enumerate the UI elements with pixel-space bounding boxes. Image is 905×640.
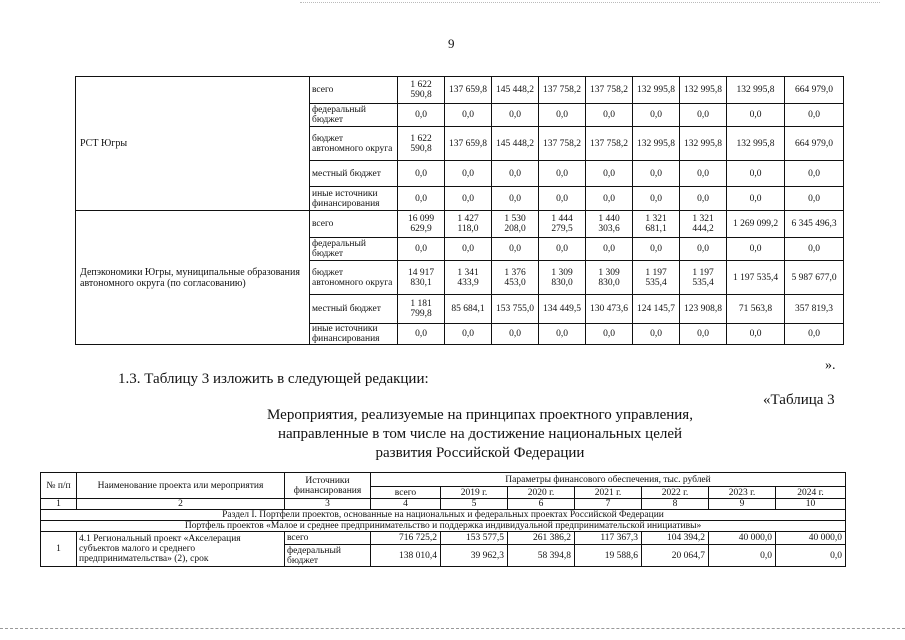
value-cell: 0,0 bbox=[492, 187, 539, 211]
value-cell: 20 064,7 bbox=[642, 545, 709, 567]
value-cell: 0,0 bbox=[727, 238, 785, 261]
index-cell: 9 bbox=[709, 499, 776, 510]
index-cell: 1 bbox=[41, 499, 77, 510]
value-cell: 1 321 681,1 bbox=[633, 211, 680, 238]
source-cell: всего bbox=[285, 532, 371, 545]
amendment-intro: 1.3. Таблицу 3 изложить в следующей редакции: bbox=[118, 371, 429, 387]
value-cell: 0,0 bbox=[445, 161, 492, 187]
value-cell: 0,0 bbox=[492, 161, 539, 187]
source-cell: всего bbox=[310, 77, 398, 104]
value-cell: 0,0 bbox=[727, 161, 785, 187]
source-cell: федеральный бюджет bbox=[310, 238, 398, 261]
continuation-table bbox=[75, 76, 844, 345]
header-year: 2021 г. bbox=[575, 487, 642, 499]
index-cell: 5 bbox=[441, 499, 508, 510]
value-cell: 0,0 bbox=[539, 324, 586, 345]
scan-bottom-edge bbox=[0, 628, 905, 629]
value-cell: 664 979,0 bbox=[785, 77, 844, 104]
value-cell: 117 367,3 bbox=[575, 532, 642, 545]
index-cell: 2 bbox=[77, 499, 285, 510]
value-cell: 40 000,0 bbox=[709, 532, 776, 545]
value-cell: 0,0 bbox=[586, 238, 633, 261]
source-cell: иные источники финансирования bbox=[310, 187, 398, 211]
header-name: Наименование проекта или мероприятия bbox=[77, 473, 285, 499]
value-cell: 6 345 496,3 bbox=[785, 211, 844, 238]
index-cell: 6 bbox=[508, 499, 575, 510]
section-title: Раздел I. Портфели проектов, основанные на национальных и федеральных проектах Российской Федерации bbox=[41, 510, 846, 521]
project-num: 1 bbox=[41, 532, 77, 567]
portfolio-title: Портфель проектов «Малое и среднее предпринимательство и поддержка индивидуальной предпринимательской инициативы» bbox=[41, 521, 846, 532]
responsible-executor: Депэкономики Югры, муниципальные образования автономного округа (по согласованию) bbox=[76, 211, 310, 345]
value-cell: 0,0 bbox=[445, 238, 492, 261]
value-cell: 1 321 444,2 bbox=[680, 211, 727, 238]
title-line: направленные в том числе на достижение национальных целей bbox=[277, 426, 683, 442]
source-cell: местный бюджет bbox=[310, 161, 398, 187]
value-cell: 0,0 bbox=[398, 161, 445, 187]
index-cell: 7 bbox=[575, 499, 642, 510]
index-cell: 10 bbox=[776, 499, 846, 510]
value-cell: 153 755,0 bbox=[492, 295, 539, 324]
value-cell: 0,0 bbox=[785, 104, 844, 127]
value-cell: 134 449,5 bbox=[539, 295, 586, 324]
value-cell: 1 309 830,0 bbox=[586, 261, 633, 295]
value-cell: 0,0 bbox=[398, 187, 445, 211]
value-cell: 1 269 099,2 bbox=[727, 211, 785, 238]
value-cell: 0,0 bbox=[727, 104, 785, 127]
value-cell: 0,0 bbox=[633, 187, 680, 211]
value-cell: 0,0 bbox=[398, 324, 445, 345]
value-cell: 138 010,4 bbox=[371, 545, 441, 567]
value-cell: 1 341 433,9 bbox=[445, 261, 492, 295]
value-cell: 16 099 629,9 bbox=[398, 211, 445, 238]
value-cell: 137 659,8 bbox=[445, 127, 492, 161]
source-cell: бюджет автономного округа bbox=[310, 127, 398, 161]
value-cell: 0,0 bbox=[785, 238, 844, 261]
value-cell: 132 995,8 bbox=[633, 77, 680, 104]
page-number: 9 bbox=[448, 36, 455, 51]
value-cell: 0,0 bbox=[633, 238, 680, 261]
value-cell: 0,0 bbox=[776, 545, 846, 567]
value-cell: 0,0 bbox=[785, 324, 844, 345]
value-cell: 145 448,2 bbox=[492, 77, 539, 104]
title-line: Мероприятия, реализуемые на принципах проектного управления, bbox=[267, 407, 693, 423]
value-cell: 1 622 590,8 bbox=[398, 127, 445, 161]
table-title bbox=[240, 406, 720, 463]
index-cell: 4 bbox=[371, 499, 441, 510]
table-row bbox=[76, 211, 844, 238]
header-sources: Источники финансирования bbox=[285, 473, 371, 499]
responsible-executor: РСТ Югры bbox=[76, 77, 310, 211]
value-cell: 0,0 bbox=[398, 238, 445, 261]
value-cell: 0,0 bbox=[445, 324, 492, 345]
value-cell: 14 917 830,1 bbox=[398, 261, 445, 295]
value-cell: 1 197 535,4 bbox=[633, 261, 680, 295]
value-cell: 0,0 bbox=[492, 324, 539, 345]
value-cell: 1 530 208,0 bbox=[492, 211, 539, 238]
header-year: 2024 г. bbox=[776, 487, 846, 499]
value-cell: 132 995,8 bbox=[727, 77, 785, 104]
value-cell: 0,0 bbox=[709, 545, 776, 567]
value-cell: 0,0 bbox=[586, 161, 633, 187]
value-cell: 1 197 535,4 bbox=[680, 261, 727, 295]
value-cell: 145 448,2 bbox=[492, 127, 539, 161]
table-reference: «Таблица 3 bbox=[763, 392, 835, 408]
closing-quote: ». bbox=[825, 358, 836, 373]
table-row bbox=[76, 77, 844, 104]
header-year: всего bbox=[371, 487, 441, 499]
value-cell: 0,0 bbox=[633, 161, 680, 187]
header-year: 2022 г. bbox=[642, 487, 709, 499]
value-cell: 0,0 bbox=[680, 238, 727, 261]
value-cell: 85 684,1 bbox=[445, 295, 492, 324]
value-cell: 0,0 bbox=[445, 187, 492, 211]
value-cell: 0,0 bbox=[727, 187, 785, 211]
value-cell: 5 987 677,0 bbox=[785, 261, 844, 295]
source-cell: федеральный бюджет bbox=[285, 545, 371, 567]
value-cell: 0,0 bbox=[586, 187, 633, 211]
value-cell: 0,0 bbox=[539, 238, 586, 261]
value-cell: 123 908,8 bbox=[680, 295, 727, 324]
header-year: 2019 г. bbox=[441, 487, 508, 499]
value-cell: 0,0 bbox=[539, 104, 586, 127]
value-cell: 0,0 bbox=[445, 104, 492, 127]
value-cell: 0,0 bbox=[785, 187, 844, 211]
index-cell: 8 bbox=[642, 499, 709, 510]
value-cell: 0,0 bbox=[785, 161, 844, 187]
value-cell: 1 444 279,5 bbox=[539, 211, 586, 238]
value-cell: 137 659,8 bbox=[445, 77, 492, 104]
source-cell: бюджет автономного округа bbox=[310, 261, 398, 295]
table-3 bbox=[40, 472, 846, 567]
value-cell: 0,0 bbox=[633, 104, 680, 127]
value-cell: 58 394,8 bbox=[508, 545, 575, 567]
value-cell: 261 386,2 bbox=[508, 532, 575, 545]
value-cell: 137 758,2 bbox=[539, 77, 586, 104]
value-cell: 716 725,2 bbox=[371, 532, 441, 545]
value-cell: 1 197 535,4 bbox=[727, 261, 785, 295]
value-cell: 357 819,3 bbox=[785, 295, 844, 324]
scan-top-edge bbox=[300, 2, 880, 3]
value-cell: 0,0 bbox=[680, 187, 727, 211]
value-cell: 1 622 590,8 bbox=[398, 77, 445, 104]
value-cell: 137 758,2 bbox=[586, 77, 633, 104]
value-cell: 137 758,2 bbox=[586, 127, 633, 161]
value-cell: 0,0 bbox=[586, 324, 633, 345]
value-cell: 0,0 bbox=[680, 104, 727, 127]
value-cell: 0,0 bbox=[727, 324, 785, 345]
project-name: 4.1 Региональный проект «Акселерация субъектов малого и среднего предпринимательства» (2), срок bbox=[77, 532, 285, 567]
title-line: развития Российской Федерации bbox=[375, 445, 585, 461]
value-cell: 1 309 830,0 bbox=[539, 261, 586, 295]
header-year: 2020 г. bbox=[508, 487, 575, 499]
value-cell: 0,0 bbox=[586, 104, 633, 127]
value-cell: 1 181 799,8 bbox=[398, 295, 445, 324]
value-cell: 104 394,2 bbox=[642, 532, 709, 545]
source-cell: местный бюджет bbox=[310, 295, 398, 324]
header-num: № п/п bbox=[41, 473, 77, 499]
value-cell: 0,0 bbox=[492, 104, 539, 127]
value-cell: 664 979,0 bbox=[785, 127, 844, 161]
value-cell: 124 145,7 bbox=[633, 295, 680, 324]
value-cell: 137 758,2 bbox=[539, 127, 586, 161]
value-cell: 132 995,8 bbox=[680, 127, 727, 161]
index-cell: 3 bbox=[285, 499, 371, 510]
value-cell: 1 376 453,0 bbox=[492, 261, 539, 295]
source-cell: всего bbox=[310, 211, 398, 238]
value-cell: 153 577,5 bbox=[441, 532, 508, 545]
value-cell: 0,0 bbox=[539, 161, 586, 187]
source-cell: федеральный бюджет bbox=[310, 104, 398, 127]
header-params: Параметры финансового обеспечения, тыс. рублей bbox=[371, 473, 846, 487]
value-cell: 39 962,3 bbox=[441, 545, 508, 567]
value-cell: 130 473,6 bbox=[586, 295, 633, 324]
value-cell: 19 588,6 bbox=[575, 545, 642, 567]
value-cell: 71 563,8 bbox=[727, 295, 785, 324]
value-cell: 0,0 bbox=[492, 238, 539, 261]
value-cell: 40 000,0 bbox=[776, 532, 846, 545]
value-cell: 0,0 bbox=[539, 187, 586, 211]
value-cell: 1 440 303,6 bbox=[586, 211, 633, 238]
value-cell: 132 995,8 bbox=[727, 127, 785, 161]
value-cell: 1 427 118,0 bbox=[445, 211, 492, 238]
header-year: 2023 г. bbox=[709, 487, 776, 499]
value-cell: 0,0 bbox=[633, 324, 680, 345]
source-cell: иные источники финансирования bbox=[310, 324, 398, 345]
value-cell: 132 995,8 bbox=[633, 127, 680, 161]
value-cell: 132 995,8 bbox=[680, 77, 727, 104]
value-cell: 0,0 bbox=[398, 104, 445, 127]
value-cell: 0,0 bbox=[680, 324, 727, 345]
value-cell: 0,0 bbox=[680, 161, 727, 187]
